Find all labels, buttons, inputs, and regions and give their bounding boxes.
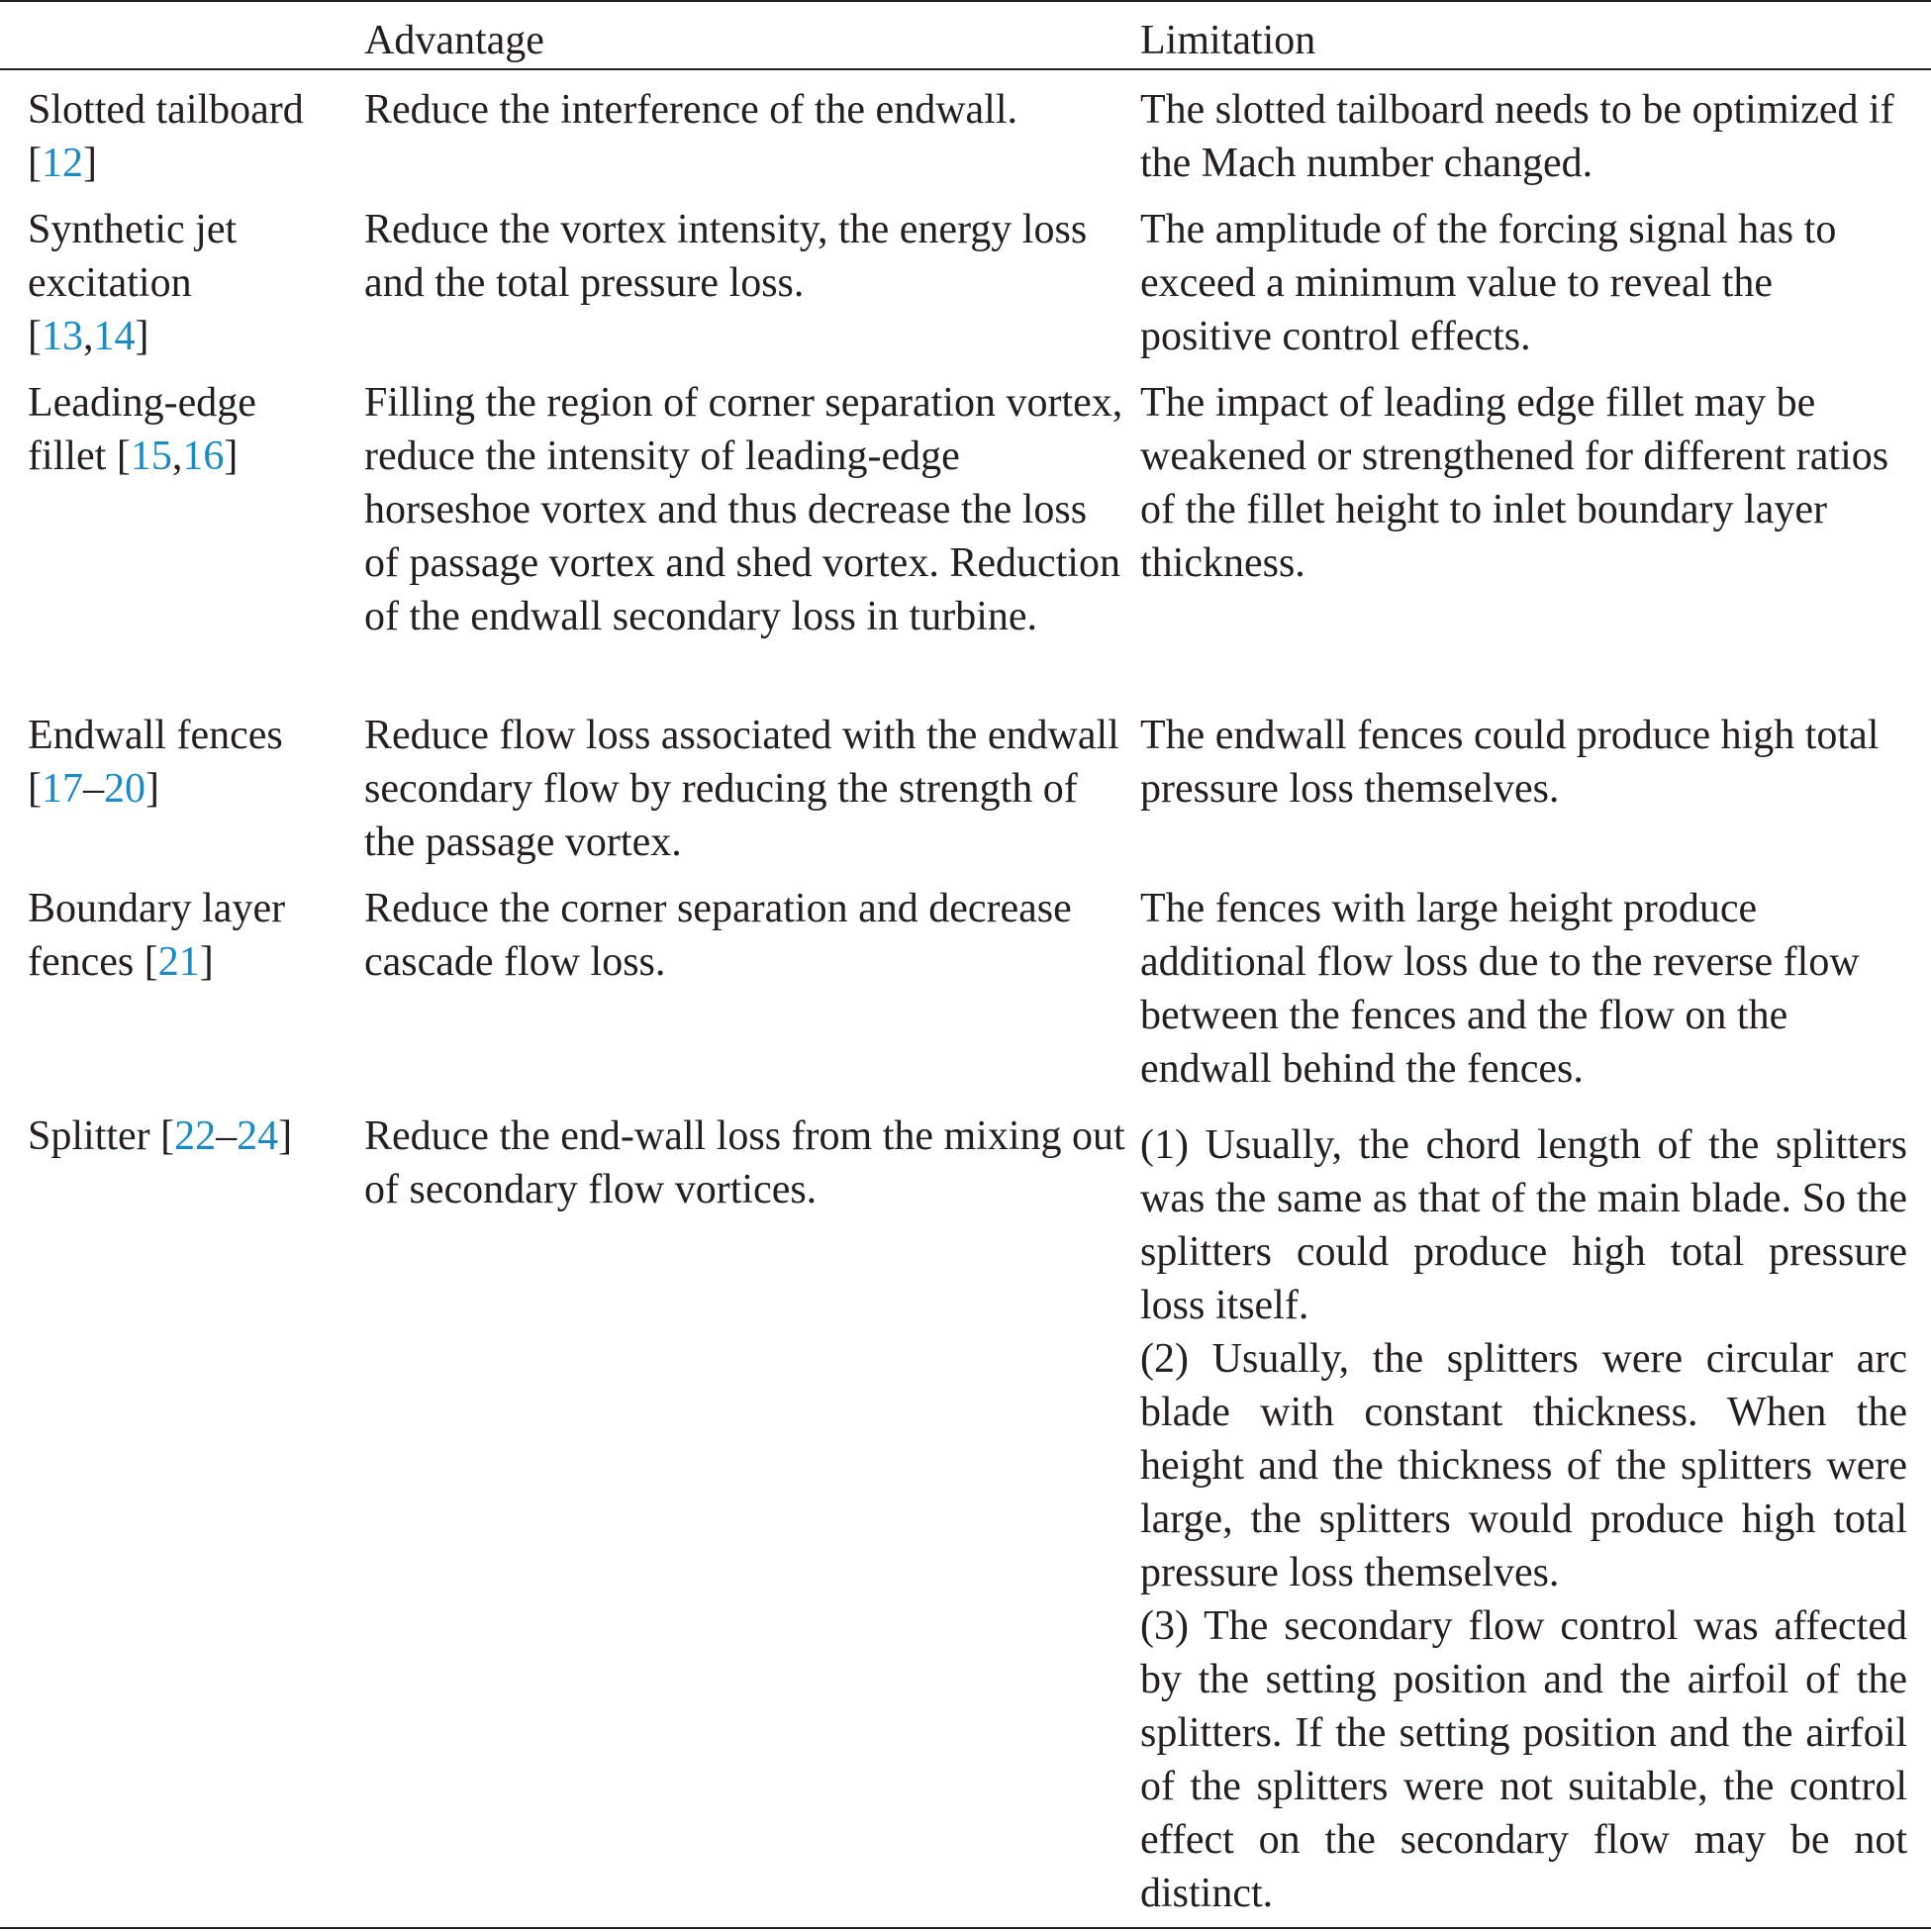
row-advantage: Reduce the vortex intensity, the energy loss and the total pressure loss. — [364, 207, 1088, 306]
citation-link[interactable]: 14 — [93, 314, 136, 359]
limitation-item-1: (1) Usually, the chord length of the splitters was the same as that of the main blade. So the splitters could produce high total pressure loss itself. — [1140, 1122, 1907, 1328]
row-advantage: Reduce flow loss associated with the endwall secondary flow by reducing the strength of the passage vortex. — [364, 713, 1119, 865]
row-limitation — [1140, 1118, 1907, 1920]
limitation-item-2: (2) Usually, the splitters were circular arc blade with constant thickness. When the height and the thickness of the splitters were large, the splitters would produce high total pressure loss themselves. — [1140, 1336, 1907, 1595]
header-rule — [0, 68, 1931, 70]
row-method-endwall-fences: Endwall fences [17–20] — [28, 713, 283, 812]
citation-link[interactable]: 20 — [104, 766, 145, 812]
limitation-item-3: (3) The secondary flow control was affected by the setting position and the airfoil of the splitters. If the setting position and the airfoil of the splitters were not suitable, the control effect on the secondary flow may be not distinct. — [1140, 1603, 1907, 1916]
header-advantage: Advantage — [364, 18, 544, 63]
citation-link[interactable]: 17 — [42, 766, 83, 812]
row-advantage: Reduce the end-wall loss from the mixing out of secondary flow vortices. — [364, 1113, 1125, 1212]
method-name: Splitter — [28, 1113, 150, 1159]
citation-link[interactable]: 12 — [42, 141, 83, 186]
method-name: Slotted tailboard — [28, 87, 304, 133]
row-advantage: Filling the region of corner separation vortex, reduce the intensity of leading-edge horseshoe vortex and thus decrease the loss of passage vortex and shed vortex. Reduction of the endwall secondary loss in turbine. — [364, 380, 1123, 639]
row-method-leading-edge-fillet: Leading-edge fillet [15,16] — [28, 380, 256, 479]
citation-link[interactable]: 16 — [182, 434, 225, 479]
row-limitation: The endwall fences could produce high total pressure loss themselves. — [1140, 713, 1880, 812]
row-method-boundary-layer-fences: Boundary layer fences [21] — [28, 886, 286, 985]
row-limitation: The impact of leading edge fillet may be weakened or strengthened for different ratios of the fillet height to inlet boundary layer thickness. — [1140, 380, 1889, 586]
citation-link[interactable]: 24 — [237, 1113, 279, 1159]
header-limitation: Limitation — [1140, 18, 1316, 63]
citation-link[interactable]: 15 — [130, 434, 172, 479]
row-method-slotted-tailboard: Slotted tailboard [12] — [28, 87, 304, 186]
bottom-rule — [0, 1927, 1931, 1929]
row-advantage: Reduce the interference of the endwall. — [364, 87, 1018, 133]
row-limitation: The fences with large height produce additional flow loss due to the reverse flow between the fences and the flow on the endwall behind the fences. — [1140, 886, 1860, 1092]
citation-link[interactable]: 22 — [174, 1113, 217, 1159]
citation-link[interactable]: 13 — [42, 314, 83, 359]
method-name: Endwall fences — [28, 713, 283, 758]
row-method-synthetic-jet: Synthetic jet excitation [13,14] — [28, 207, 238, 359]
row-limitation: The amplitude of the forcing signal has to exceed a minimum value to reveal the positive control effects. — [1140, 207, 1837, 359]
top-rule — [0, 0, 1931, 2]
method-name: Synthetic jet excitation — [28, 207, 238, 306]
citation-link[interactable]: 21 — [157, 939, 200, 985]
method-name: Boundary layer fences — [28, 886, 286, 985]
row-limitation: The slotted tailboard needs to be optimized if the Mach number changed. — [1140, 87, 1894, 186]
method-name: Leading-edge fillet — [28, 380, 256, 479]
row-method-splitter: Splitter [22–24] — [28, 1113, 293, 1159]
row-advantage: Reduce the corner separation and decrease cascade flow loss. — [364, 886, 1072, 985]
